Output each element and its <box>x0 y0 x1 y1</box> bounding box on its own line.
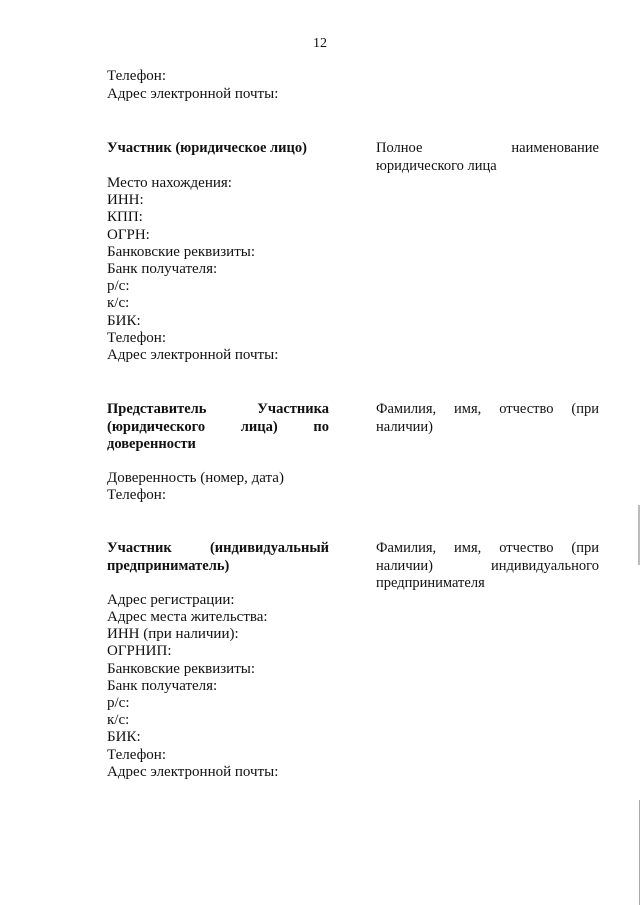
email-label: Адрес электронной почты: <box>107 347 279 363</box>
bik-label: БИК: <box>107 729 141 745</box>
legal-entity-note-line: Полное наименование <box>376 140 599 156</box>
phone-label: Телефон: <box>107 330 166 346</box>
inn-label: ИНН: <box>107 192 144 208</box>
entrepreneur-heading <box>107 540 329 575</box>
bank-name-label: Банк получателя: <box>107 678 218 694</box>
phone-label: Телефон: <box>107 747 166 763</box>
representative-heading-line: доверенности <box>107 436 196 452</box>
legal-entity-heading: Участник (юридическое лицо) <box>107 140 307 156</box>
bank-details-label: Банковские реквизиты: <box>107 661 256 677</box>
ogrnip-label: ОГРНИП: <box>107 643 172 659</box>
account-label: р/с: <box>107 695 130 711</box>
entrepreneur-heading-line: Участник (индивидуальный <box>107 540 329 556</box>
entrepreneur-note-line: Фамилия, имя, отчество (при <box>376 540 599 556</box>
bank-name-label: Банк получателя: <box>107 261 218 277</box>
phone-label: Телефон: <box>107 68 166 84</box>
entrepreneur-heading-line: предприниматель) <box>107 557 230 574</box>
representative-heading-line: (юридического лица) по <box>107 418 329 435</box>
legal-entity-name-note <box>376 140 599 175</box>
representative-heading-line: Представитель Участника <box>107 401 329 417</box>
entrepreneur-note-line: наличии) индивидуального <box>376 557 599 574</box>
location-label: Место нахождения: <box>107 175 232 191</box>
power-of-attorney-label: Доверенность (номер, дата) <box>107 470 284 486</box>
legal-entity-note-line: юридического лица <box>376 157 497 174</box>
corr-account-label: к/с: <box>107 712 130 728</box>
kpp-label: КПП: <box>107 209 143 225</box>
representative-note-line: Фамилия, имя, отчество (при <box>376 401 599 417</box>
inn-label: ИНН (при наличии): <box>107 626 239 642</box>
entrepreneur-name-note <box>376 540 599 593</box>
entrepreneur-note-line: предпринимателя <box>376 575 485 591</box>
email-label: Адрес электронной почты: <box>107 86 279 102</box>
representative-note-line: наличии) <box>376 418 433 435</box>
account-label: р/с: <box>107 278 130 294</box>
bik-label: БИК: <box>107 313 141 329</box>
corr-account-label: к/с: <box>107 295 130 311</box>
representative-name-note <box>376 401 599 436</box>
email-label: Адрес электронной почты: <box>107 764 279 780</box>
page-number: 12 <box>313 36 327 51</box>
registration-address-label: Адрес регистрации: <box>107 592 235 608</box>
representative-heading <box>107 401 329 454</box>
bank-details-label: Банковские реквизиты: <box>107 244 256 260</box>
residence-address-label: Адрес места жительства: <box>107 609 268 625</box>
ogrn-label: ОГРН: <box>107 227 150 243</box>
phone-label: Телефон: <box>107 487 166 503</box>
